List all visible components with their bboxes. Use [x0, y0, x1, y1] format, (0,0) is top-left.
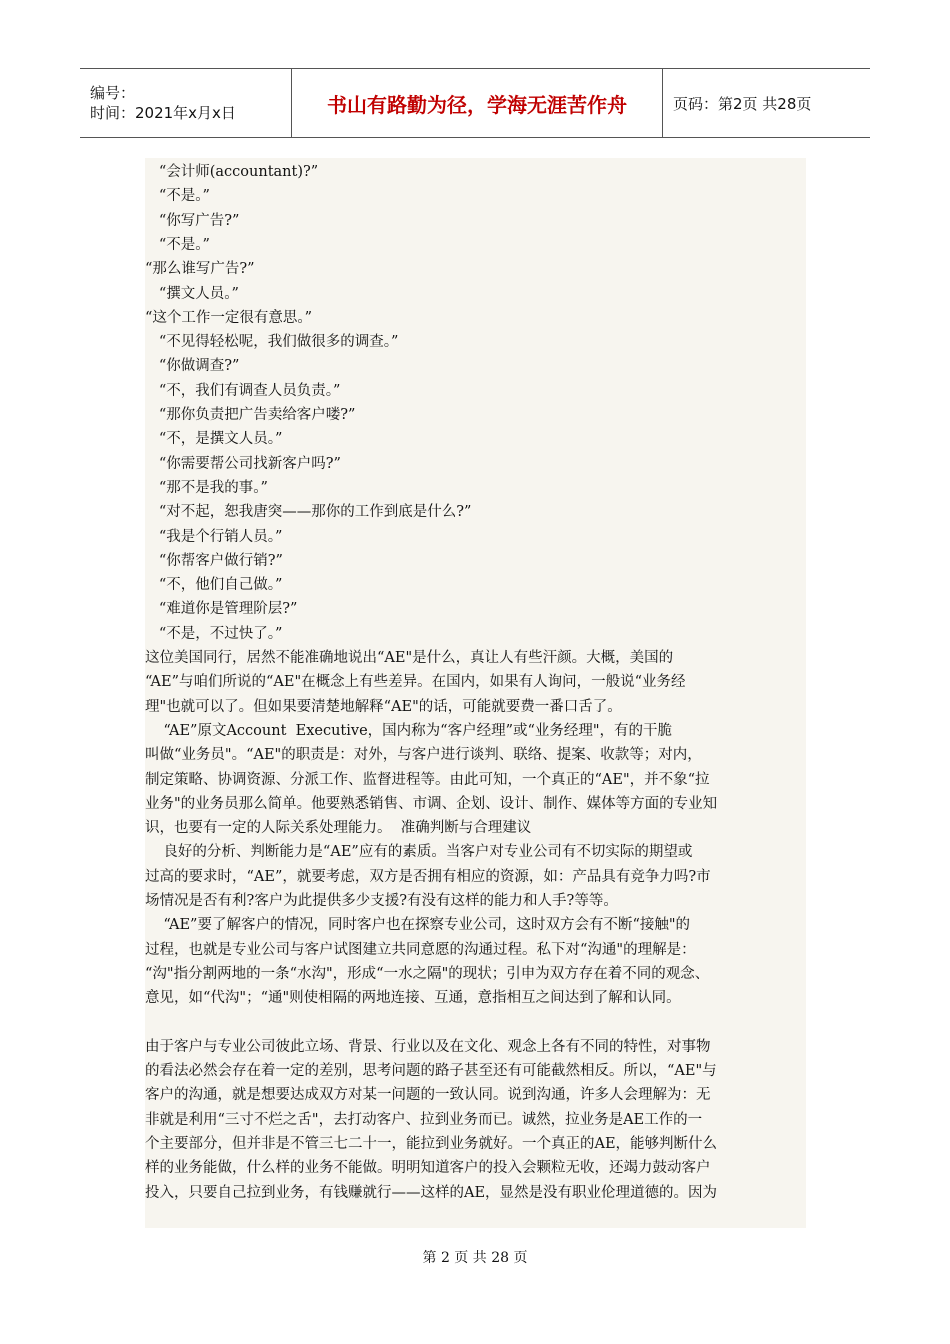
text-line: “沟"指分割两地的一条“水沟"，形成“一水之隔"的现状；引申为双方存在着不同的观念、 [145, 965, 710, 982]
text-line: 过程，也就是专业公司与客户试图建立共同意愿的沟通过程。私下对“沟通"的理解是： [145, 941, 696, 958]
text-line: “那你负责把广告卖给客户喽?” [145, 407, 356, 423]
text-line: “对不起，恕我唐突——那你的工作到底是什么?” [145, 504, 472, 521]
text-line: “你写广告?” [145, 212, 240, 229]
text-line: “AE”与咱们所说的“AE"在概念上有些差异。在国内，如果有人询问，一般说“业务经 [145, 674, 686, 691]
date-label: 时间：2021年x月x日 [90, 104, 236, 122]
text-line: “这个工作一定很有意思。” [145, 309, 313, 326]
text-line: 个主要部分，但并非是不管三七二十一，能拉到业务就好。一个真正的AE，能够判断什么 [145, 1136, 718, 1152]
text-line: “你需要帮公司找新客户吗?” [145, 455, 341, 472]
text-line: “不是。” [145, 236, 210, 253]
text-line: 过高的要求时，“AE”，就要考虑，双方是否拥有相应的资源，如：产品具有竞争力吗?市 [145, 868, 711, 885]
page-header [80, 68, 870, 138]
text-line: “不，他们自己做。” [145, 577, 283, 594]
header-page-info [663, 69, 870, 137]
text-line: 这位美国同行，居然不能准确地说出“AE"是什么，真让人有些汗颜。大概，美国的 [145, 650, 674, 666]
text-line: 业务"的业务员那么简单。他要熟悉销售、市调、企划、设计、制作、媒体等方面的专业知 [145, 795, 718, 812]
number-label: 编号： [90, 84, 136, 102]
header-meta [80, 69, 292, 137]
text-line: “AE”要了解客户的情况，同时客户也在探察专业公司，这时双方会有不断“接触"的 [145, 917, 691, 934]
text-line: 理"也就可以了。但如果要清楚地解释“AE"的话，可能就要费一番口舌了。 [145, 698, 622, 715]
text-line: “不，我们有调查人员负责。” [145, 382, 341, 399]
text-line: 识，也要有一定的人际关系处理能力。 准确判断与合理建议 [145, 820, 532, 837]
text-line: “那么谁写广告?” [145, 261, 255, 278]
page-footer: 第 2 页 共 28 页 [422, 1250, 528, 1266]
text-line: 场情况是否有利?客户为此提供多少支援?有没有这样的能力和人手?等等。 [145, 893, 618, 909]
document-body [145, 158, 806, 1228]
text-line: “不是。” [145, 188, 210, 205]
text-line: “不，是撰文人员。” [145, 431, 283, 448]
text-line: 良好的分析、判断能力是“AE”应有的素质。当客户对专业公司有不切实际的期望或 [145, 844, 693, 861]
page-info-text: 页码：第2页 共28页 [673, 94, 812, 113]
text-line: “你帮客户做行销?” [145, 552, 283, 569]
text-line: 由于客户与专业公司彼此立场、背景、行业以及在文化、观念上各有不同的特性，对事物 [145, 1038, 711, 1055]
text-line: “那不是我的事。” [145, 479, 268, 496]
text-line: “会计师(accountant)?” [145, 164, 319, 180]
text-line: “难道你是管理阶层?” [145, 601, 298, 618]
text-line: “撰文人员。” [145, 285, 239, 302]
text-line: 叫做“业务员"。“AE"的职责是：对外，与客户进行谈判、联络、提案、收款等；对内， [145, 747, 702, 764]
motto-text: 书山有路勤为径，学海无涯苦作舟 [327, 92, 627, 117]
text-line: “AE”原文Account Executive，国内称为“客户经理”或“业务经理"，有的干脆 [145, 722, 673, 739]
text-line: “你做调查?” [145, 358, 240, 375]
text-line: 制定策略、协调资源、分派工作、监督进程等。由此可知，一个真正的“AE"，并不象“拉 [145, 771, 710, 788]
text-line: 意见，如“代沟"；“通"则使相隔的两地连接、互通，意指相互之间达到了解和认同。 [145, 990, 681, 1007]
text-line: 投入，只要自己拉到业务，有钱赚就行——这样的AE，显然是没有职业伦理道德的。因为 [145, 1184, 718, 1201]
text-line: “我是个行销人员。” [145, 528, 283, 545]
text-line: 的看法必然会存在着一定的差别，思考问题的路子甚至还有可能截然相反。所以，“AE"与 [145, 1063, 717, 1080]
text-line: 客户的沟通，就是想要达成双方对某一问题的一致认同。说到沟通，许多人会理解为：无 [145, 1087, 711, 1104]
header-motto [292, 69, 663, 137]
text-line: “不是，不过快了。” [145, 625, 283, 642]
text-line: 样的业务能做，什么样的业务不能做。明明知道客户的投入会颗粒无收，还竭力鼓动客户 [145, 1160, 711, 1177]
text-line: “不见得轻松呢，我们做很多的调查。” [145, 334, 399, 351]
text-line: 非就是利用“三寸不烂之舌"，去打动客户、拉到业务而已。诚然，拉业务是AE工作的一 [145, 1111, 703, 1128]
